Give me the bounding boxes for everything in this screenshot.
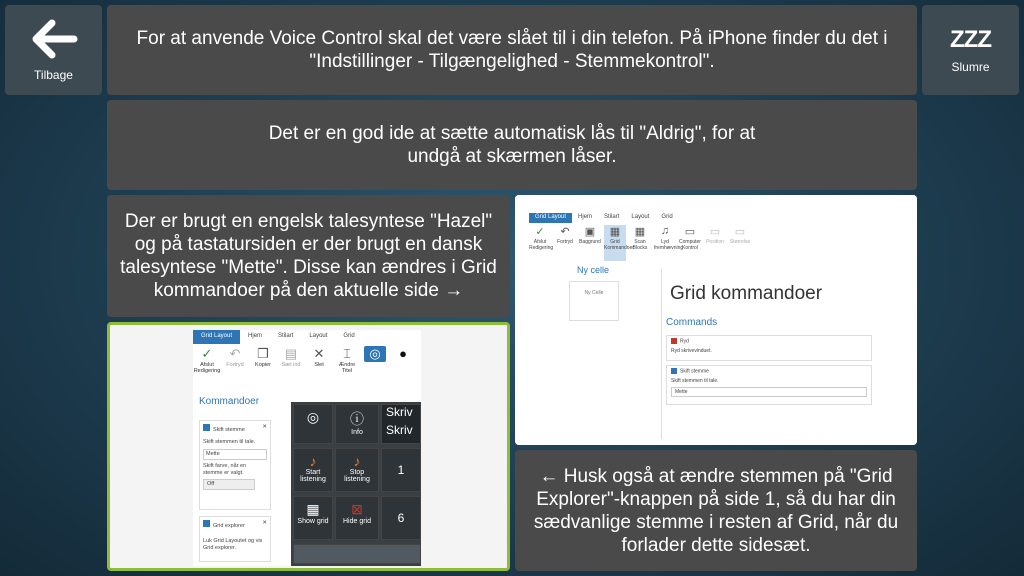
voice-icon — [671, 368, 677, 374]
tab-hjem: Hjem — [578, 214, 593, 220]
scan-blocks-icon: ▦ — [634, 226, 646, 238]
commands-label: Kommandoer — [199, 396, 260, 407]
grid-cell — [293, 544, 421, 564]
ribbon-item: ▦ Grid Kommandoer — [604, 225, 626, 261]
tab-stilart: Stilart — [604, 214, 620, 220]
info-icon: ⓘ — [350, 411, 364, 427]
grid-preview — [291, 402, 421, 566]
compass-icon: ◎ — [306, 409, 320, 425]
hide-grid-icon: ⊠ — [351, 501, 363, 517]
screenshot-image — [515, 195, 917, 445]
position-icon: ▭ — [709, 226, 721, 238]
voice-control-info-cell[interactable] — [107, 5, 917, 95]
ribbon-item: ✓ Afslut Redigering — [193, 346, 221, 374]
grid-commands-icon: ▦ — [609, 226, 621, 238]
voices-text: Der er brugt en engelsk talesyntese "Hazel" og på tastatursiden er der brugt en dansk talesyntese "Mette". Disse kan ændres i Grid kommandoer på den aktuelle side → — [120, 211, 497, 301]
ribbon-item — [389, 346, 417, 388]
autolock-text: Det er en god ide at sætte automatisk lås til "Aldrig", for at undgå at skærmen låser. — [268, 123, 756, 167]
grid-cell: Skriv Skriv — [381, 404, 421, 444]
ribbon-item: ▤ Sæt ind — [277, 346, 305, 388]
new-cell-label: Ny celle — [576, 265, 609, 275]
ribbon-tabs — [529, 213, 917, 223]
tab-stilart: Stilart — [278, 333, 294, 339]
compass-icon: ◎ — [364, 346, 386, 362]
ribbon-item: ✕ Slet — [305, 346, 333, 388]
clear-icon — [671, 338, 677, 344]
voice-control-text: For at anvende Voice Control skal det være slået til i din telefon. På iPhone finder du det i "Indstillinger - Tilgængelighed - Stemmekontrol". — [136, 28, 888, 72]
autolock-info-cell[interactable] — [107, 100, 917, 190]
command-box: Skift stemme Skift stemmen til tale. Mette — [666, 365, 872, 405]
grid-layout-screenshot[interactable] — [107, 322, 510, 571]
computer-icon: ▭ — [684, 226, 696, 238]
grid-commands-screenshot[interactable] — [515, 195, 917, 445]
ribbon-item: ▦ Scan Blocks — [629, 225, 651, 261]
ear-icon: ♪ — [353, 453, 361, 469]
ribbon-item: ▭ Position — [704, 225, 726, 261]
grid-icon: ▦ — [306, 501, 320, 517]
screenshot-image — [193, 330, 421, 566]
tab-layout: Layout — [631, 214, 650, 220]
commands-panel — [661, 269, 876, 439]
grid-cell: ▦ Show grid — [293, 496, 333, 540]
headphones-icon: ♫ — [660, 225, 670, 237]
tab-grid-layout: Grid Layout — [529, 213, 572, 223]
grid-cell: ♪ Stop listening — [335, 448, 379, 492]
tab-grid: Grid — [661, 214, 673, 220]
delete-icon: ✕ — [313, 346, 325, 361]
ribbon-item — [361, 346, 389, 388]
ribbon-item: ▭ Størrelse — [729, 226, 751, 245]
undo-icon: ↶ — [560, 226, 570, 238]
command-box: Ryd Ryd skrivevinduet. — [666, 335, 872, 361]
grid-cell: 1 — [381, 448, 421, 492]
grid-cell: ⓘ Info — [335, 404, 379, 444]
new-cell-box: Ny Celle — [569, 281, 619, 321]
ribbon-item: ▣ Baggrund — [579, 226, 601, 245]
undo-icon: ↶ — [229, 346, 241, 361]
command-box: Grid explorer ✕ Luk Grid Layoutet og vis Grid explorer. — [199, 516, 271, 562]
size-icon: ▭ — [734, 226, 746, 238]
command-box: Skift stemme ✕ Skift stemmen til tale. Mette Skift farve, når en stemme er valgt. Off — [199, 420, 271, 510]
ribbon-item: ▭ Computer Kontrol — [679, 226, 701, 251]
ribbon-tabs — [193, 330, 421, 344]
ribbon-item: ⌶ Ændre Titel — [333, 346, 361, 388]
tab-layout: Layout — [309, 333, 328, 339]
commands-label: Commands — [666, 317, 718, 328]
rename-icon: ⌶ — [343, 346, 351, 361]
background-icon: ▣ — [584, 226, 596, 238]
grid-cell — [293, 404, 333, 444]
tab-grid-layout: Grid Layout — [193, 330, 240, 344]
grid-cell: 6 — [381, 496, 421, 540]
grid-cell: ♪ Start listening — [293, 448, 333, 492]
reminder-info-cell[interactable] — [515, 450, 917, 571]
ribbon — [529, 225, 849, 261]
grid-cell: ⊠ Hide grid — [335, 496, 379, 540]
tab-grid: Grid — [343, 333, 355, 339]
sleep-label: Slumre — [951, 60, 990, 74]
arrow-left-icon — [30, 19, 78, 62]
ribbon-item: ✓ Afslut Redigering — [529, 226, 554, 251]
zzz-icon: ZZZ — [950, 26, 991, 53]
reminder-text: ← Husk også at ændre stemmen på "Grid Explorer"-knappen på side 1, så du har din sædvanlige stemme i resten af Grid, når du forlader dette sidesæt. — [533, 465, 899, 556]
ribbon-item: ♫ Lyd fremhævning — [654, 225, 684, 251]
ribbon-item: ↶ Fortryd — [221, 346, 249, 388]
person-icon: ● — [399, 346, 407, 361]
ribbon-item: ❐ Kopier — [249, 346, 277, 388]
ribbon-item: ↶ Fortryd — [554, 225, 576, 261]
back-button[interactable] — [5, 5, 102, 95]
panel-title: Grid kommandoer — [670, 283, 823, 304]
ear-icon: ♪ — [309, 453, 317, 469]
tab-hjem: Hjem — [248, 333, 263, 339]
check-icon: ✓ — [201, 346, 213, 361]
check-icon: ✓ — [535, 226, 545, 238]
paste-icon: ▤ — [284, 346, 298, 361]
voices-info-cell[interactable] — [107, 195, 510, 317]
sleep-button[interactable] — [922, 5, 1019, 95]
ribbon — [193, 346, 421, 388]
back-label: Tilbage — [34, 67, 73, 82]
copy-icon: ❐ — [257, 346, 269, 361]
